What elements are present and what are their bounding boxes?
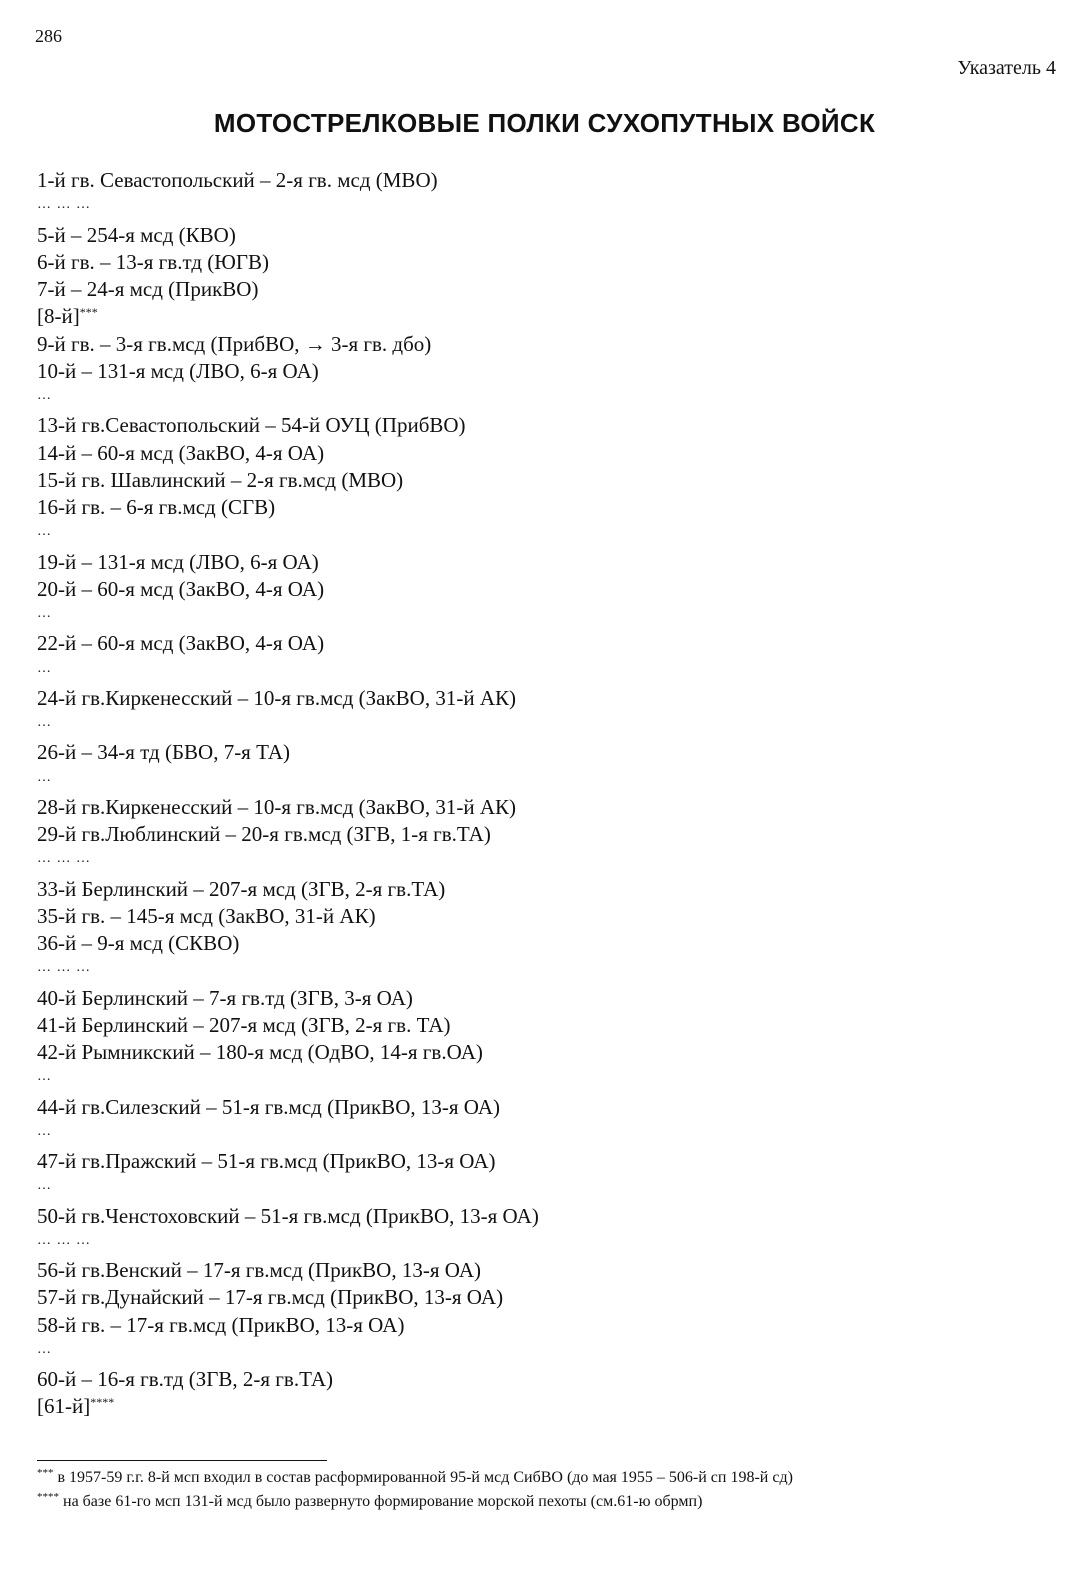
list-item-text: … … … [37, 197, 91, 213]
list-item [37, 549, 539, 576]
list-item-text: 50-й гв.Ченстоховский – 51-я гв.мсд (ПрикВО, 13-я ОА) [37, 1203, 539, 1228]
page-title: МОТОСТРЕЛКОВЫЕ ПОЛКИ СУХОПУТНЫХ ВОЙСК [213, 108, 876, 138]
list-item [37, 794, 539, 821]
list-item [37, 821, 539, 848]
list-gap-ellipsis [37, 658, 539, 685]
list-gap-ellipsis [37, 1066, 539, 1093]
footnote-mark: **** [37, 1491, 59, 1503]
list-item-text: … [37, 388, 52, 403]
list-item [37, 1148, 539, 1175]
list-item-text: 10-й – 131-я мсд (ЛВО, 6-я ОА) [37, 358, 319, 383]
list-gap-ellipsis [37, 194, 539, 221]
footnote-marker: **** [90, 1395, 115, 1410]
list-item-text: [8-й] [37, 304, 80, 329]
list-gap-ellipsis [37, 1175, 539, 1202]
list-item-text: 36-й – 9-я мсд (СКВО) [37, 931, 240, 955]
list-item [37, 467, 539, 494]
list-item [37, 1012, 539, 1039]
list-item-text: … [37, 660, 52, 676]
list-item-text: 44-й гв.Силезский – 51-я гв.мсд (ПрикВО, 13-я ОА) [37, 1094, 501, 1119]
list-gap-ellipsis [37, 848, 539, 875]
list-item-text: [61-й] [37, 1394, 91, 1419]
regiment-list [37, 167, 539, 1421]
list-item [37, 1094, 539, 1121]
list-item [37, 1393, 539, 1420]
footnote-text: на базе 61-го мсп 131-й мсд было развернуто формирование морской пехоты (см.61-ю обрмп) [63, 1493, 703, 1510]
list-item-text: … [37, 1341, 52, 1357]
list-item [37, 1284, 539, 1311]
list-item [37, 358, 539, 385]
list-item [37, 1312, 539, 1339]
list-gap-ellipsis [37, 1230, 539, 1257]
list-item-text: … [37, 715, 52, 730]
list-item-text: 15-й гв. Шавлинский – 2-я гв.мсд (МВО) [37, 467, 404, 492]
list-item-text: 28-й гв.Киркенесский – 10-я гв.мсд (ЗакВО, 31-й АК) [37, 794, 516, 819]
list-gap-ellipsis [37, 712, 539, 739]
list-item [37, 222, 539, 249]
list-item-text: 13-й гв.Севастопольский – 54-й ОУЦ (ПрибВО) [37, 413, 466, 438]
list-item-text: … [37, 1123, 52, 1139]
page-number: 286 [35, 26, 62, 46]
footnotes [37, 1466, 793, 1514]
list-item-text: 33-й Берлинский – 207-я мсд (ЗГВ, 2-я гв.ТА) [37, 876, 446, 901]
list-item-text: 41-й Берлинский – 207-я мсд (ЗГВ, 2-я гв. ТА) [37, 1012, 451, 1037]
list-item [37, 685, 539, 712]
list-item [37, 903, 539, 930]
list-item-text: 19-й – 131-я мсд (ЛВО, 6-я ОА) [37, 549, 319, 574]
list-gap-ellipsis [37, 1339, 539, 1366]
footnote-text: в 1957-59 г.г. 8-й мсп входил в состав расформированной 95-й мсд СибВО (до мая 1955 – 506-й сп 198-й сд) [57, 1469, 793, 1486]
list-item-text: … [37, 1069, 52, 1085]
list-item-text: 22-й – 60-я мсд (ЗакВО, 4-я ОА) [37, 631, 325, 656]
list-item [37, 331, 539, 358]
list-gap-ellipsis [37, 957, 539, 984]
list-item-text: 6-й гв. – 13-я гв.тд (ЮГВ) [37, 249, 269, 274]
footnote-divider [37, 1460, 327, 1461]
list-item-text: 24-й гв.Киркенесский – 10-я гв.мсд (ЗакВО, 31-й АК) [37, 685, 516, 710]
index-label: Указатель 4 [957, 57, 1056, 79]
list-item [37, 576, 539, 603]
list-item-text: … [37, 1178, 52, 1194]
list-item [37, 303, 539, 330]
list-item [37, 739, 539, 766]
list-item [37, 412, 539, 439]
list-item-text: 5-й – 254-я мсд (КВО) [37, 222, 236, 247]
list-gap-ellipsis [37, 603, 539, 630]
list-item-text: … [37, 524, 52, 540]
list-item-text: 40-й Берлинский – 7-я гв.тд (ЗГВ, 3-я ОА) [37, 985, 413, 1010]
list-item [37, 876, 539, 903]
list-item-text: 9-й гв. – 3-я гв.мсд (ПрибВО, → 3-я гв. дбо) [37, 331, 432, 356]
list-item-text: 7-й – 24-я мсд (ПрикВО) [37, 277, 259, 301]
list-item-text: … … … [37, 851, 91, 867]
list-gap-ellipsis [37, 385, 539, 412]
footnote-mark: *** [37, 1467, 54, 1479]
list-item-text: 42-й Рымникский – 180-я мсд (ОдВО, 14-я гв.ОА) [37, 1040, 483, 1064]
list-item-text: 56-й гв.Венский – 17-я гв.мсд (ПрикВО, 13-я ОА) [37, 1258, 482, 1282]
list-item-text: 20-й – 60-я мсд (ЗакВО, 4-я ОА) [37, 576, 325, 601]
list-item-text: 58-й гв. – 17-я гв.мсд (ПрикВО, 13-я ОА) [37, 1312, 405, 1337]
list-item-text: 14-й – 60-я мсд (ЗакВО, 4-я ОА) [37, 440, 325, 465]
list-item-text: … [37, 769, 52, 785]
footnote [37, 1466, 793, 1490]
list-item [37, 1203, 539, 1230]
list-item-text: … … … [37, 960, 91, 976]
list-item-text: 35-й гв. – 145-я мсд (ЗакВО, 31-й АК) [37, 903, 376, 928]
list-item [37, 630, 539, 657]
footnote [37, 1490, 793, 1514]
footnote-marker: *** [79, 305, 98, 320]
list-gap-ellipsis [37, 1121, 539, 1148]
list-item [37, 1366, 539, 1393]
list-item [37, 985, 539, 1012]
list-item-text: 60-й – 16-я гв.тд (ЗГВ, 2-я гв.ТА) [37, 1367, 334, 1391]
list-item-text: … … … [37, 1232, 91, 1248]
list-item-text: 26-й – 34-я тд (БВО, 7-я ТА) [37, 740, 291, 765]
list-item [37, 1039, 539, 1066]
list-item [37, 440, 539, 467]
list-item-text: 47-й гв.Пражский – 51-я гв.мсд (ПрикВО, 13-я ОА) [37, 1149, 496, 1173]
list-item [37, 494, 539, 521]
list-item [37, 1257, 539, 1284]
list-item [37, 249, 539, 276]
list-item-text: 57-й гв.Дунайский – 17-я гв.мсд (ПрикВО, 13-я ОА) [37, 1285, 504, 1310]
list-gap-ellipsis [37, 767, 539, 794]
list-item [37, 930, 539, 957]
list-item-text: 16-й гв. – 6-я гв.мсд (СГВ) [37, 495, 276, 519]
list-item-text: 29-й гв.Люблинский – 20-я гв.мсд (ЗГВ, 1-я гв.ТА) [37, 822, 491, 846]
list-item [37, 167, 539, 194]
list-item-text: 1-й гв. Севастопольский – 2-я гв. мсд (МВО) [37, 168, 438, 192]
list-item-text: … [37, 606, 52, 621]
list-item [37, 276, 539, 303]
list-gap-ellipsis [37, 521, 539, 548]
